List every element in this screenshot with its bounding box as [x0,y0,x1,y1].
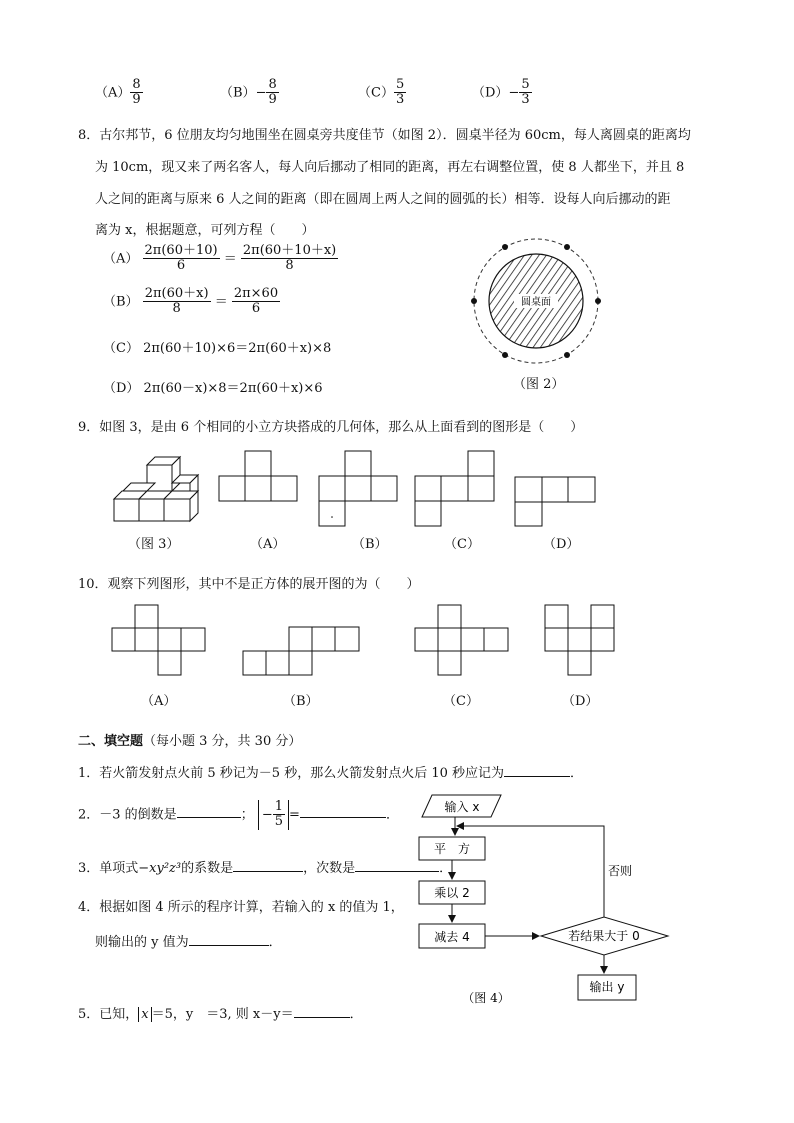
q7-option-c: （C） $\frac{5}{3}$ [358,77,405,108]
answer-blank[interactable] [189,933,269,946]
q9-option-b-caption: （B） [352,537,388,552]
subtract-label: 减去 4 [434,930,470,944]
figure-3-caption: （图 3） [128,537,180,552]
figure-4-flowchart [405,790,680,1005]
fill-q4-line1: 4．根据如图 4 所示的程序计算，若输入的 x 的值为 1， [78,900,404,915]
q10-option-d-figure [544,604,616,676]
q9-option-d-figure [514,476,596,527]
output-label: 输出 y [589,980,625,994]
answer-blank[interactable] [233,859,303,872]
q8-option-b: （B） $\frac{2\pi(60+x)}{8}$ ＝ $\frac{2\pi\times 60}{6}$ [103,286,279,317]
q10-option-a-figure [111,604,207,676]
q10-text: 10．观察下列图形，其中不是正方体的展开图的为（ ） [78,577,420,592]
q7-option-d: （D）− $\frac{5}{3}$ [472,77,530,108]
q10-option-b-caption: （B） [283,694,319,709]
q8-line4: 离为 x，根据题意，可列方程（ ） [95,223,315,238]
else-label: 否则 [607,864,633,878]
q10-option-c-figure [414,604,510,676]
seat-dot [595,298,601,304]
q9-option-c-caption: （C） [444,537,480,552]
q8-line3: 人之间的距离与原来 6 人之间的距离（即在圆周上两人之间的圆弧的长）相等．设每人向后挪动的距 [95,192,671,207]
multiply-label: 乘以 2 [434,886,470,900]
q9-text: 9．如图 3，是由 6 个相同的小立方块搭成的几何体，那么从上面看到的图形是（ ） [78,420,584,435]
seat-dot [502,352,508,358]
figure-2-caption: （图 2） [513,377,565,392]
square-label: 平 方 [433,842,471,856]
q10-option-b-figure [242,626,360,676]
section-2-heading: 二、填空题（每小题 3 分，共 30 分） [78,734,302,749]
q10-option-d-caption: （D） [562,694,599,709]
q9-option-b-figure [318,450,398,527]
seat-dot [564,352,570,358]
figure-3-cube-stack [110,455,205,525]
figure-2-round-table [470,238,610,373]
q9-option-a-figure [218,450,298,502]
q8-option-a: （A） $\frac{2\pi(60+10)}{6}$ ＝ $\frac{2\pi(60+10+x)}{8}$ [103,243,337,274]
abs-value-expr: − $\frac{1}{5}$ [258,800,289,830]
q7-option-a: （A） $\frac{8}{9}$ [95,77,141,108]
fill-q4-line2: 则输出的 y 值为 ． [95,935,282,950]
fill-q1: 1．若火箭发射点火前 5 秒记为－5 秒，那么火箭发射点火后 10 秒应记为 ． [78,766,584,781]
answer-blank[interactable] [300,805,386,818]
q8-option-c: （C） 2π(60＋10)×6＝2π(60＋x)×8 [103,341,332,356]
q7-option-b: （B）− $\frac{8}{9}$ [220,77,277,108]
fill-q2: 2．－3 的倒数是 ； − $\frac{1}{5}$ = ． [78,799,399,830]
q9-option-d-caption: （D） [543,537,580,552]
answer-blank[interactable] [504,764,570,777]
figure-4-caption: （图 4） [462,991,510,1005]
input-label: 输入 x [444,800,480,814]
q8-line1: 8．古尔邦节，6 位朋友均匀地围坐在圆桌旁共度佳节（如图 2）．圆桌半径为 60cm，每人离圆桌的距离均 [78,128,691,143]
fill-q5: 5．已知， x ＝5，y ＝3, 则 x－y＝ ． [78,1007,363,1022]
q8-option-d: （D） 2π(60－x)×8＝2π(60＋x)×6 [103,381,323,396]
q10-option-a-caption: （A） [141,694,177,709]
condition-label: 若结果大于 0 [568,929,640,943]
q10-option-c-caption: （C） [443,694,479,709]
answer-blank[interactable] [294,1005,350,1018]
seat-dot [502,244,508,250]
q8-line2: 为 10cm，现又来了两名客人，每人向后挪动了相同的距离，再左右调整位置，使 8 人都坐下，并且 8 [95,160,685,175]
q9-option-a-caption: （A） [250,537,286,552]
answer-blank[interactable] [177,805,241,818]
seat-dot [564,244,570,250]
q9-option-c-figure [414,450,496,527]
table-label: 圆桌面 [521,297,551,308]
seat-dot [471,298,477,304]
fill-q3: 3．单项式−xy²z³的系数是 ，次数是 ． [78,861,453,876]
